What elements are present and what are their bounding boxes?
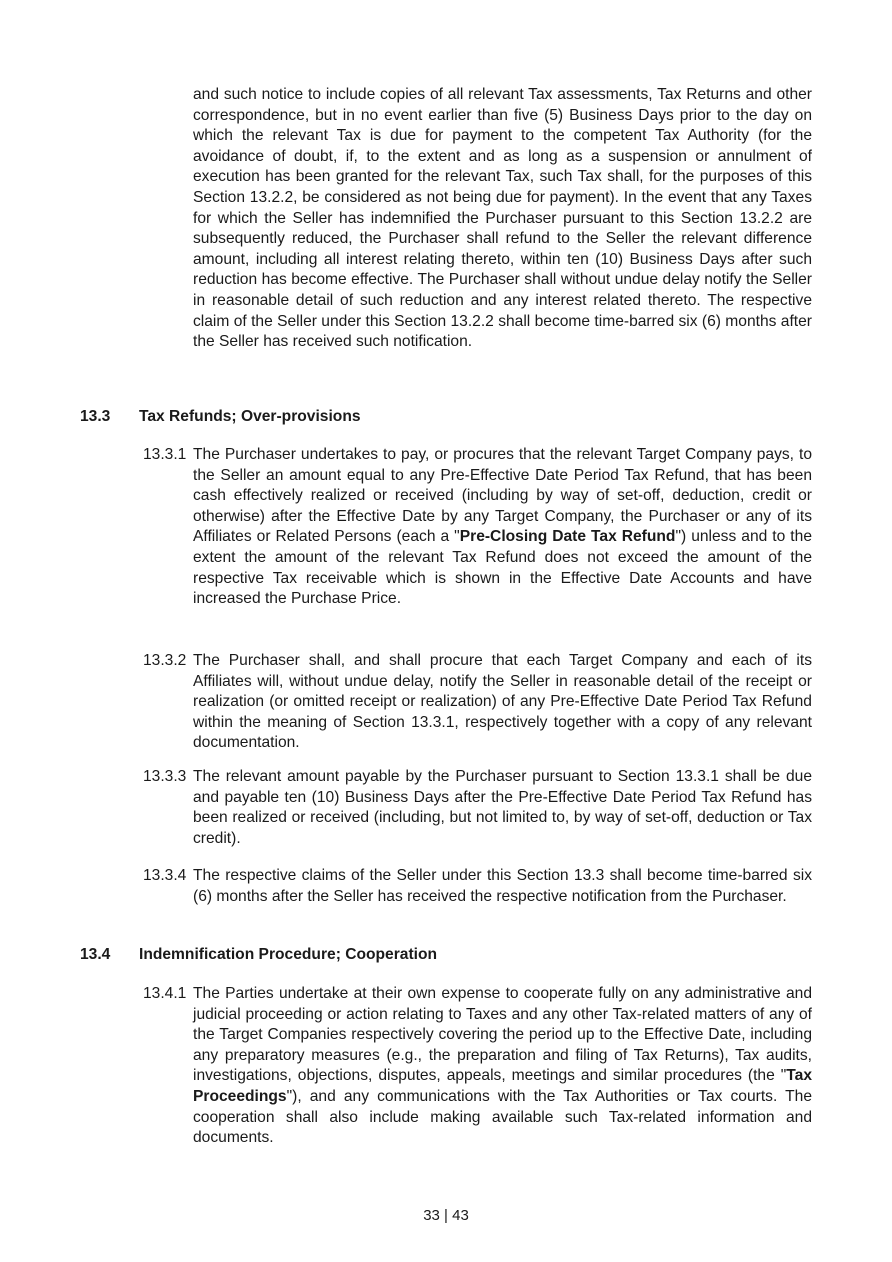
subsection-paragraph: The relevant amount payable by the Purchaser pursuant to Section 13.3.1 shall be due and payable ten (10) Business Days after the Pre-Effective Date Period Tax Refund has been realized or received (including, but not limited to, by way of set-off, deduction or Tax credit). [193, 768, 812, 847]
subsection-paragraph: The Parties undertake at their own expense to cooperate fully on any administrative and judicial proceeding or action relating to Taxes and any other Tax-related matters of any of the Target Companies respectively covering the period up to the Effective Date, including any preparatory measures (e.g., the preparation and filing of Tax Returns), Tax audits, investigations, objections, disputes, appeals, meetings and similar procedures (the "Tax Proceedings"), and any communications with the Tax Authorities or Tax courts. The cooperation shall also include making available such Tax-related information and documents. [193, 985, 812, 1147]
continuation-paragraph: and such notice to include copies of all relevant Tax assessments, Tax Returns and other correspondence, but in no event earlier than five (5) Business Days prior to the day on which the relevant Tax is due for payment to the competent Tax Authority (for the avoidance of doubt, if, to the extent and as long as a suspension or annulment of execution has been granted for the relevant Tax, such Tax shall, for the purposes of this Section 13.2.2, be considered as not being due for payment). In the event that any Taxes for which the Seller has indemnified the Purchaser pursuant to this Section 13.2.2 are subsequently reduced, the Purchaser shall refund to the Seller the relevant difference amount, including all interest relating thereto, within ten (10) Business Days after such reduction has become effective. The Purchaser shall without undue delay notify the Seller in reasonable detail of such reduction and any interest related thereto. The respective claim of the Seller under this Section 13.2.2 shall become time-barred six (6) months after the Seller has received such notification. [193, 86, 812, 351]
subsection-paragraph: The Purchaser shall, and shall procure that each Target Company and each of its Affiliates will, without undue delay, notify the Seller in reasonable detail of the receipt or realization (or omitted receipt or realization) of any Pre-Effective Date Period Tax Refund within the meaning of Section 13.3.1, respectively together with a copy of any relevant documentation. [193, 652, 812, 752]
defined-term: Tax Proceedings [193, 1067, 812, 1105]
subsection-number: 13.3.2 [143, 652, 187, 669]
subsection-number: 13.3.4 [143, 867, 187, 884]
subsection-number: 13.4.1 [143, 985, 187, 1002]
section-number: 13.4 [80, 946, 111, 963]
subsection-paragraph: The respective claims of the Seller under this Section 13.3 shall become time-barred six (6) months after the Seller has received the respective notification from the Purchaser. [193, 867, 812, 905]
section-title: Indemnification Procedure; Cooperation [139, 946, 438, 963]
section-number: 13.3 [80, 408, 111, 425]
defined-term: Pre-Closing Date Tax Refund [459, 528, 676, 546]
subsection-number: 13.3.1 [143, 446, 187, 463]
page-number: 33 | 43 [423, 1207, 469, 1224]
subsection-paragraph: The Purchaser undertakes to pay, or procures that the relevant Target Company pays, to the Seller an amount equal to any Pre-Effective Date Period Tax Refund, that has been cash effectively realized or received (including by way of set-off, deduction, credit or otherwise) after the Effective Date by any Target Company, the Purchaser or any of its Affiliates or Related Persons (each a "Pre-Closing Date Tax Refund") unless and to the extent the amount of the relevant Tax Refund does not exceed the amount of the respective Tax receivable which is shown in the Effective Date Accounts and have increased the Purchase Price. [193, 446, 812, 608]
subsection-number: 13.3.3 [143, 768, 187, 785]
section-title: Tax Refunds; Over-provisions [139, 408, 361, 425]
